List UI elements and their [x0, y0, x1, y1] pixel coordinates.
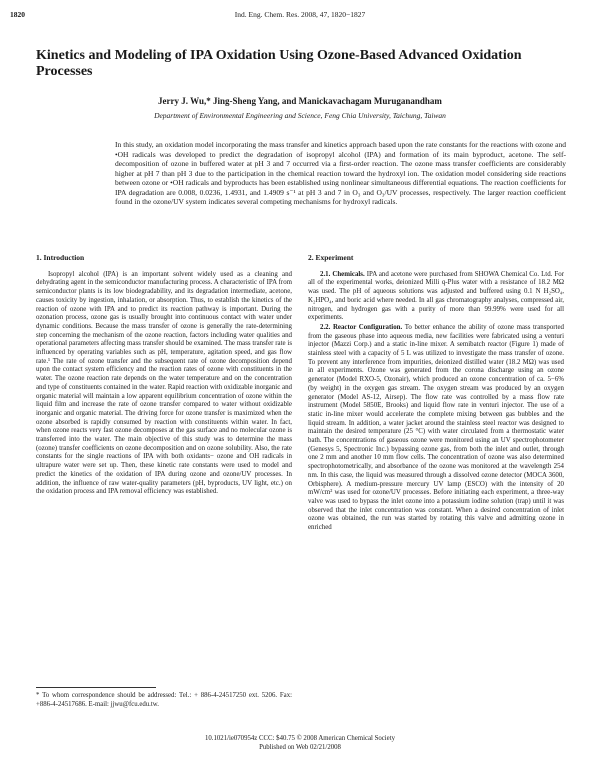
- reactor-text: To better enhance the ability of ozone mass transported from the gaseous phase into aqueous media, new facilities were fabricated using a venturi injector (Mazzi Corp.) and a static in-line mixer. A semibatch reactor (Figure 1) made of stainless steel with a capacity of 5 L was utilized to investigate the mass transfer of ozone. To prevent any interference from impurities, deionized distilled water (18.2 MΩ) was used in all experiments. Ozone was generated from the corona discharge using an ozone generator (Model RXO-5, Ozonair), which produced an ozone concentration of ca. 5−6% (by weight) in the oxygen gas stream. The oxygen stream was produced by an oxygen generator (Model AS-12, Airsep). The flow rate was controlled by a mass flow rate instrument (Model 5850E, Brooks) and liquid flow rate in venturi injector. The use of a static in-line mixer would accelerate the complete mixing between gas bubbles and the liquid stream. In addition, a water jacket around the stainless steel reactor was designed to maintain the desired temperature (25 °C) with water circulated from a thermostatic water bath. The concentrations of gaseous ozone were monitored using an UV spectrophotometer (Genesys 5, Spectronic Inc.) bypassing ozone gas, from both the inlet and outlet, through one 2 mm and another 10 mm flow cells. The concentration of ozone was also determined spectrophotometrically, and absorbance of the ozone was monitored at the wavelength 254 nm. In this case, the liquid was measured through a dissolved ozone detector (MOCA 3600, Orbisphere). A medium-pressure mercury UV lamp (ESCO) with the intensity of 20 mW/cm² was used for ozone/UV processes. Before initiating each experiment, a three-way valve was used to bypass the inlet ozone into a potassium iodine solution (trap) until it was observed that the inlet concentration was constant. When a desired concentration of inlet ozone was obtained, the run was started by rotating this valve and admitting ozone in enriched: [308, 323, 564, 532]
- running-header: [10, 10, 590, 22]
- subsection-heading-reactor: 2.2. Reactor Configuration.: [320, 323, 403, 331]
- section-heading-introduction: 1. Introduction: [36, 253, 85, 262]
- journal-citation: Ind. Eng. Chem. Res. 2008, 47, 1820−1827: [234, 10, 366, 19]
- publication-date-line: Published on Web 02/21/2008: [259, 743, 341, 751]
- page-footer: [0, 735, 600, 752]
- right-column: [308, 254, 564, 533]
- doi-copyright-line: 10.1021/ie070954z CCC: $40.75 © 2008 American Chemical Society: [205, 735, 395, 742]
- chemicals-text: IPA and acetone were purchased from SHOWA Chemical Co. Ltd. For all of the experimental works, deionized Milli q-Plus water with a resistance of 18.2 MΩ was used. The pH of aqueous solutions was adjusted and buffered using 0.1 N H₂SO₄, K₂HPO₄, and boric acid where needed. In all gas chromatography analyses, compressed air, nitrogen, and hydrogen gas with a purity of more than 99.99% were used for all experiments.: [308, 270, 564, 322]
- left-column: [36, 254, 292, 497]
- article-title: Kinetics and Modeling of IPA Oxidation Using Ozone-Based Advanced Oxidation Processes: [36, 48, 522, 79]
- reactor-paragraph: [308, 324, 564, 533]
- author-affiliation: Department of Environmental Engineering and Science, Feng Chia University, Taichung, Taiwan: [154, 111, 446, 120]
- correspondence-footnote: * To whom correspondence should be addressed: Tel.: + 886-4-24517250 ext. 5206. Fax: +886-4-24517686. E-mail: jjwu@fcu.edu.tw.: [36, 692, 292, 708]
- abstract: In this study, an oxidation model incorporating the mass transfer and kinetics approach based upon the rate constants for the reactions with ozone and •OH radicals was developed to predict the degradation of isopropyl alcohol (IPA) and formation of its main byproduct, acetone. The self-decomposition of ozone in buffered water at pH 3 and 7 occurred via a first-order reaction. The ozone mass transfer coefficients are considerably higher at pH 7 than pH 3 due to the participation in the chemical reaction toward the hydroxyl ion. The oxidation model considering side reactions between ozone or •OH radicals and byproducts has been established using nonlinear simultaneous differential equations. The reaction coefficients for IPA degradation are 0.008, 0.0236, 1.4931, and 1.4909 s⁻¹ at pH 3 and 7 in O₃ and O₃/UV processes, respectively. The larger reaction coefficient found in the ozone/UV system indicates several competing mechanisms for hydroxyl radicals.: [115, 140, 566, 206]
- author-list: Jerry J. Wu,* Jing-Sheng Yang, and Manickavachagam Muruganandham: [158, 96, 442, 106]
- subsection-heading-chemicals: 2.1. Chemicals.: [320, 270, 365, 278]
- section-heading-experiment: 2. Experiment: [308, 253, 354, 262]
- introduction-paragraph: Isopropyl alcohol (IPA) is an important solvent widely used as a cleaning and dehydrating agent in the semiconductor manufacturing process. A characteristic of IPA from semiconductor plants is its low biodegradability, and its degradation intermediate, acetone, causes toxicity by ingestion, inhalation, or absorption. Thus, to establish the kinetics of the reaction of ozone with IPA and to predict its reaction pathway is important. During the ozonation process, ozone gas is usually brought into continuous contact with water under dynamic conditions. Because the mass transfer of ozone is generally the rate-determining step concerning the mechanism of the ozone reaction, factors including water qualities and operational parameters affecting mass transfer should be examined. The mass transfer rate is influenced by operating variables such as pH, temperature, agitation speed, and gas flow rate.¹ The rate of ozone transfer and the subsequent rate of ozone decomposition depend upon the contact system efficiency and the reaction rates of ozone with constituents in the water. The ozone reaction rate depends on the water temperature and on the concentration and type of constituents contained in the water. Rapid reaction with oxidizable inorganic and organic material will maintain a low apparent equilibrium concentration of ozone within the liquid film and increase the rate of ozone transfer compared to water without oxidizable inorganic and organic material. The driving force for ozone transfer is maximized when the ozone absorbed is rapidly consumed by reaction with constituents within water. In fact, when ozone reacts very fast ozone decomposes at the gas surface and no molecular ozone is transferred into the water. The main objective of this study was to determine the mass (ozone) transfer coefficients on ozone decomposition and on ozone solubility. Also, the rate constants for the single reactions of IPA with both oxidants− ozone and OH radicals in ultrapure water were set up. Then, these kinetic rate constants were used to model and predict the kinetics of the oxidation of IPA during ozone and ozone/UV processes. In addition, the influence of raw water-quality parameters (pH, byproducts, UV light, etc.) on the oxidation process and IPA removal efficiency was established.: [36, 270, 292, 496]
- chemicals-paragraph: [308, 271, 564, 323]
- page-number: 1820: [10, 10, 25, 19]
- footnote-divider: [36, 687, 156, 688]
